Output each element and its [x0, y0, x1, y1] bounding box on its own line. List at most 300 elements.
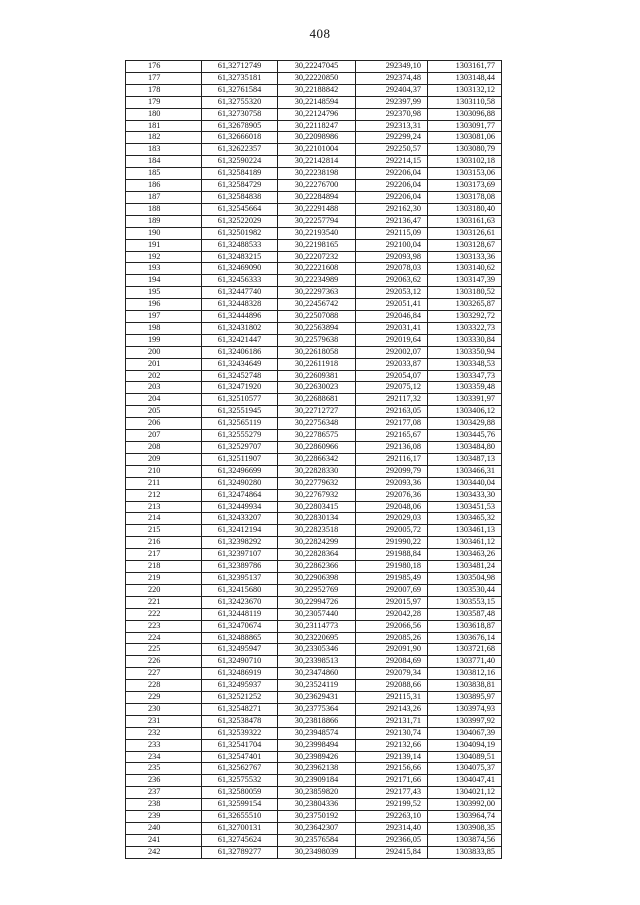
latitude-cell: 61,32447740	[202, 287, 278, 299]
longitude-cell: 30,23818866	[278, 715, 356, 727]
table-row	[126, 572, 502, 584]
longitude-cell: 30,22756348	[278, 418, 356, 430]
longitude-cell: 30,22611918	[278, 358, 356, 370]
longitude-cell: 30,22456742	[278, 299, 356, 311]
y-coordinate-cell: 1303128,67	[428, 239, 502, 251]
table-row	[126, 525, 502, 537]
latitude-cell: 61,32761584	[202, 84, 278, 96]
longitude-cell: 30,22193540	[278, 227, 356, 239]
table-row	[126, 453, 502, 465]
table-row	[126, 596, 502, 608]
y-coordinate-cell: 1303350,94	[428, 346, 502, 358]
y-coordinate-cell: 1303440,04	[428, 477, 502, 489]
latitude-cell: 61,32434649	[202, 358, 278, 370]
longitude-cell: 30,22198165	[278, 239, 356, 251]
point-number-cell: 238	[126, 799, 202, 811]
point-number-cell: 192	[126, 251, 202, 263]
y-coordinate-cell: 1304047,41	[428, 775, 502, 787]
longitude-cell: 30,22142814	[278, 156, 356, 168]
longitude-cell: 30,23775364	[278, 703, 356, 715]
latitude-cell: 61,32398292	[202, 537, 278, 549]
page-number: 408	[309, 26, 331, 41]
table-row	[126, 692, 502, 704]
longitude-cell: 30,22291488	[278, 203, 356, 215]
point-number-cell: 242	[126, 846, 202, 858]
table-row	[126, 465, 502, 477]
x-coordinate-cell: 292015,97	[356, 596, 428, 608]
latitude-cell: 61,32488865	[202, 632, 278, 644]
latitude-cell: 61,32412194	[202, 525, 278, 537]
x-coordinate-cell: 292053,12	[356, 287, 428, 299]
longitude-cell: 30,22630023	[278, 382, 356, 394]
longitude-cell: 30,22824299	[278, 537, 356, 549]
x-coordinate-cell: 292263,10	[356, 811, 428, 823]
table-row	[126, 442, 502, 454]
y-coordinate-cell: 1303721,68	[428, 644, 502, 656]
x-coordinate-cell: 292078,03	[356, 263, 428, 275]
x-coordinate-cell: 292031,41	[356, 322, 428, 334]
longitude-cell: 30,23998494	[278, 739, 356, 751]
longitude-cell: 30,22238198	[278, 168, 356, 180]
y-coordinate-cell: 1303676,14	[428, 632, 502, 644]
latitude-cell: 61,32490280	[202, 477, 278, 489]
longitude-cell: 30,23474860	[278, 668, 356, 680]
longitude-cell: 30,23962138	[278, 763, 356, 775]
longitude-cell: 30,23576584	[278, 834, 356, 846]
x-coordinate-cell: 292206,04	[356, 191, 428, 203]
table-row	[126, 168, 502, 180]
point-number-cell: 227	[126, 668, 202, 680]
longitude-cell: 30,23524119	[278, 680, 356, 692]
x-coordinate-cell: 292029,03	[356, 513, 428, 525]
y-coordinate-cell: 1303153,06	[428, 168, 502, 180]
table-row	[126, 418, 502, 430]
point-number-cell: 198	[126, 322, 202, 334]
latitude-cell: 61,32495937	[202, 680, 278, 692]
x-coordinate-cell: 292084,69	[356, 656, 428, 668]
table-row	[126, 394, 502, 406]
x-coordinate-cell: 292063,62	[356, 275, 428, 287]
table-row	[126, 799, 502, 811]
x-coordinate-cell: 292349,10	[356, 61, 428, 73]
y-coordinate-cell: 1303429,88	[428, 418, 502, 430]
point-number-cell: 236	[126, 775, 202, 787]
x-coordinate-cell: 292132,66	[356, 739, 428, 751]
table-row	[126, 358, 502, 370]
point-number-cell: 235	[126, 763, 202, 775]
longitude-cell: 30,23398513	[278, 656, 356, 668]
longitude-cell: 30,22828364	[278, 549, 356, 561]
y-coordinate-cell: 1303874,56	[428, 834, 502, 846]
longitude-cell: 30,22579638	[278, 334, 356, 346]
x-coordinate-cell: 292314,40	[356, 823, 428, 835]
longitude-cell: 30,22188842	[278, 84, 356, 96]
point-number-cell: 239	[126, 811, 202, 823]
point-number-cell: 230	[126, 703, 202, 715]
x-coordinate-cell: 292214,15	[356, 156, 428, 168]
longitude-cell: 30,22247045	[278, 61, 356, 73]
point-number-cell: 219	[126, 572, 202, 584]
point-number-cell: 207	[126, 430, 202, 442]
x-coordinate-cell: 292076,36	[356, 489, 428, 501]
longitude-cell: 30,22803415	[278, 501, 356, 513]
latitude-cell: 61,32622357	[202, 144, 278, 156]
x-coordinate-cell: 292117,32	[356, 394, 428, 406]
y-coordinate-cell: 1304075,37	[428, 763, 502, 775]
latitude-cell: 61,32488533	[202, 239, 278, 251]
y-coordinate-cell: 1303348,53	[428, 358, 502, 370]
longitude-cell: 30,22828330	[278, 465, 356, 477]
point-number-cell: 205	[126, 406, 202, 418]
table-row	[126, 120, 502, 132]
y-coordinate-cell: 1303974,93	[428, 703, 502, 715]
point-number-cell: 193	[126, 263, 202, 275]
y-coordinate-cell: 1303180,52	[428, 287, 502, 299]
point-number-cell: 178	[126, 84, 202, 96]
longitude-cell: 30,23629431	[278, 692, 356, 704]
x-coordinate-cell: 292085,26	[356, 632, 428, 644]
latitude-cell: 61,32389786	[202, 561, 278, 573]
latitude-cell: 61,32755320	[202, 96, 278, 108]
y-coordinate-cell: 1303587,48	[428, 608, 502, 620]
point-number-cell: 194	[126, 275, 202, 287]
y-coordinate-cell: 1303161,63	[428, 215, 502, 227]
point-number-cell: 241	[126, 834, 202, 846]
y-coordinate-cell: 1303178,08	[428, 191, 502, 203]
table-row	[126, 322, 502, 334]
latitude-cell: 61,32555279	[202, 430, 278, 442]
latitude-cell: 61,32789277	[202, 846, 278, 858]
y-coordinate-cell: 1303133,36	[428, 251, 502, 263]
x-coordinate-cell: 292136,08	[356, 442, 428, 454]
point-number-cell: 237	[126, 787, 202, 799]
table-row	[126, 656, 502, 668]
table-row	[126, 846, 502, 858]
latitude-cell: 61,32452748	[202, 370, 278, 382]
longitude-cell: 30,23498039	[278, 846, 356, 858]
latitude-cell: 61,32483215	[202, 251, 278, 263]
table-row	[126, 644, 502, 656]
latitude-cell: 61,32730758	[202, 108, 278, 120]
latitude-cell: 61,32449934	[202, 501, 278, 513]
y-coordinate-cell: 1303553,15	[428, 596, 502, 608]
point-number-cell: 224	[126, 632, 202, 644]
latitude-cell: 61,32471920	[202, 382, 278, 394]
y-coordinate-cell: 1303081,06	[428, 132, 502, 144]
longitude-cell: 30,22257794	[278, 215, 356, 227]
latitude-cell: 61,32551945	[202, 406, 278, 418]
y-coordinate-cell: 1303463,26	[428, 549, 502, 561]
point-number-cell: 211	[126, 477, 202, 489]
point-number-cell: 199	[126, 334, 202, 346]
table-row	[126, 715, 502, 727]
point-number-cell: 210	[126, 465, 202, 477]
x-coordinate-cell: 292131,71	[356, 715, 428, 727]
x-coordinate-cell: 292019,64	[356, 334, 428, 346]
x-coordinate-cell: 292066,56	[356, 620, 428, 632]
y-coordinate-cell: 1304067,39	[428, 727, 502, 739]
latitude-cell: 61,32448328	[202, 299, 278, 311]
x-coordinate-cell: 292116,17	[356, 453, 428, 465]
table-row	[126, 549, 502, 561]
y-coordinate-cell: 1304089,51	[428, 751, 502, 763]
longitude-cell: 30,22284894	[278, 191, 356, 203]
point-number-cell: 221	[126, 596, 202, 608]
y-coordinate-cell: 1303487,13	[428, 453, 502, 465]
table-row	[126, 346, 502, 358]
latitude-cell: 61,32538478	[202, 715, 278, 727]
latitude-cell: 61,32469090	[202, 263, 278, 275]
table-row	[126, 203, 502, 215]
y-coordinate-cell: 1303838,81	[428, 680, 502, 692]
y-coordinate-cell: 1304094,19	[428, 739, 502, 751]
point-number-cell: 209	[126, 453, 202, 465]
longitude-cell: 30,22609381	[278, 370, 356, 382]
point-number-cell: 212	[126, 489, 202, 501]
y-coordinate-cell: 1303359,48	[428, 382, 502, 394]
point-number-cell: 176	[126, 61, 202, 73]
point-number-cell: 213	[126, 501, 202, 513]
latitude-cell: 61,32545664	[202, 203, 278, 215]
point-number-cell: 231	[126, 715, 202, 727]
longitude-cell: 30,23220695	[278, 632, 356, 644]
y-coordinate-cell: 1303465,32	[428, 513, 502, 525]
latitude-cell: 61,32575532	[202, 775, 278, 787]
x-coordinate-cell: 292171,66	[356, 775, 428, 787]
y-coordinate-cell: 1303091,77	[428, 120, 502, 132]
y-coordinate-cell: 1303833,85	[428, 846, 502, 858]
y-coordinate-cell: 1303102,18	[428, 156, 502, 168]
coordinates-table	[125, 60, 502, 859]
x-coordinate-cell: 292002,07	[356, 346, 428, 358]
longitude-cell: 30,22823518	[278, 525, 356, 537]
y-coordinate-cell: 1303618,87	[428, 620, 502, 632]
latitude-cell: 61,32433207	[202, 513, 278, 525]
point-number-cell: 196	[126, 299, 202, 311]
y-coordinate-cell: 1303964,74	[428, 811, 502, 823]
latitude-cell: 61,32584189	[202, 168, 278, 180]
table-row	[126, 584, 502, 596]
table-row	[126, 739, 502, 751]
longitude-cell: 30,22118247	[278, 120, 356, 132]
longitude-cell: 30,22712727	[278, 406, 356, 418]
longitude-cell: 30,23750192	[278, 811, 356, 823]
table-row	[126, 299, 502, 311]
point-number-cell: 177	[126, 72, 202, 84]
coordinates-table-body	[126, 61, 502, 859]
point-number-cell: 240	[126, 823, 202, 835]
latitude-cell: 61,32562767	[202, 763, 278, 775]
x-coordinate-cell: 292162,30	[356, 203, 428, 215]
table-row	[126, 108, 502, 120]
x-coordinate-cell: 292100,04	[356, 239, 428, 251]
latitude-cell: 61,32712749	[202, 61, 278, 73]
point-number-cell: 201	[126, 358, 202, 370]
longitude-cell: 30,22866342	[278, 453, 356, 465]
table-row	[126, 608, 502, 620]
latitude-cell: 61,32421447	[202, 334, 278, 346]
point-number-cell: 226	[126, 656, 202, 668]
x-coordinate-cell: 292199,52	[356, 799, 428, 811]
latitude-cell: 61,32590224	[202, 156, 278, 168]
table-row	[126, 489, 502, 501]
x-coordinate-cell: 292370,98	[356, 108, 428, 120]
y-coordinate-cell: 1303322,73	[428, 322, 502, 334]
longitude-cell: 30,22862366	[278, 561, 356, 573]
latitude-cell: 61,32431802	[202, 322, 278, 334]
latitude-cell: 61,32541704	[202, 739, 278, 751]
longitude-cell: 30,23989426	[278, 751, 356, 763]
point-number-cell: 197	[126, 311, 202, 323]
longitude-cell: 30,22124796	[278, 108, 356, 120]
y-coordinate-cell: 1303433,30	[428, 489, 502, 501]
latitude-cell: 61,32584729	[202, 180, 278, 192]
x-coordinate-cell: 292042,28	[356, 608, 428, 620]
x-coordinate-cell: 292115,09	[356, 227, 428, 239]
y-coordinate-cell: 1303161,77	[428, 61, 502, 73]
table-row	[126, 263, 502, 275]
table-row	[126, 61, 502, 73]
x-coordinate-cell: 292139,14	[356, 751, 428, 763]
point-number-cell: 202	[126, 370, 202, 382]
x-coordinate-cell: 292156,66	[356, 763, 428, 775]
table-row	[126, 727, 502, 739]
table-row	[126, 239, 502, 251]
x-coordinate-cell: 292250,57	[356, 144, 428, 156]
longitude-cell: 30,22767932	[278, 489, 356, 501]
table-row	[126, 477, 502, 489]
x-coordinate-cell: 292136,47	[356, 215, 428, 227]
x-coordinate-cell: 292177,43	[356, 787, 428, 799]
x-coordinate-cell: 292374,48	[356, 72, 428, 84]
table-row	[126, 620, 502, 632]
point-number-cell: 225	[126, 644, 202, 656]
latitude-cell: 61,32448119	[202, 608, 278, 620]
table-row	[126, 275, 502, 287]
longitude-cell: 30,23909184	[278, 775, 356, 787]
y-coordinate-cell: 1303147,39	[428, 275, 502, 287]
longitude-cell: 30,22952769	[278, 584, 356, 596]
x-coordinate-cell: 292093,98	[356, 251, 428, 263]
point-number-cell: 181	[126, 120, 202, 132]
table-row	[126, 823, 502, 835]
table-row	[126, 84, 502, 96]
y-coordinate-cell: 1303895,97	[428, 692, 502, 704]
latitude-cell: 61,32529707	[202, 442, 278, 454]
table-row	[126, 251, 502, 263]
longitude-cell: 30,23114773	[278, 620, 356, 632]
y-coordinate-cell: 1303180,40	[428, 203, 502, 215]
table-row	[126, 144, 502, 156]
y-coordinate-cell: 1303908,35	[428, 823, 502, 835]
latitude-cell: 61,32565119	[202, 418, 278, 430]
point-number-cell: 185	[126, 168, 202, 180]
point-number-cell: 214	[126, 513, 202, 525]
latitude-cell: 61,32474864	[202, 489, 278, 501]
table-row	[126, 370, 502, 382]
latitude-cell: 61,32745624	[202, 834, 278, 846]
x-coordinate-cell: 292397,99	[356, 96, 428, 108]
table-row	[126, 775, 502, 787]
latitude-cell: 61,32584838	[202, 191, 278, 203]
y-coordinate-cell: 1303992,00	[428, 799, 502, 811]
table-row	[126, 382, 502, 394]
table-row	[126, 72, 502, 84]
x-coordinate-cell: 292143,26	[356, 703, 428, 715]
point-number-cell: 232	[126, 727, 202, 739]
latitude-cell: 61,32470674	[202, 620, 278, 632]
latitude-cell: 61,32496699	[202, 465, 278, 477]
y-coordinate-cell: 1303406,12	[428, 406, 502, 418]
longitude-cell: 30,22860966	[278, 442, 356, 454]
y-coordinate-cell: 1303096,88	[428, 108, 502, 120]
table-row	[126, 96, 502, 108]
x-coordinate-cell: 292033,87	[356, 358, 428, 370]
longitude-cell: 30,22618058	[278, 346, 356, 358]
longitude-cell: 30,22830134	[278, 513, 356, 525]
table-row	[126, 537, 502, 549]
point-number-cell: 191	[126, 239, 202, 251]
x-coordinate-cell: 292079,34	[356, 668, 428, 680]
point-number-cell: 184	[126, 156, 202, 168]
latitude-cell: 61,32511907	[202, 453, 278, 465]
point-number-cell: 216	[126, 537, 202, 549]
point-number-cell: 218	[126, 561, 202, 573]
point-number-cell: 206	[126, 418, 202, 430]
x-coordinate-cell: 292099,79	[356, 465, 428, 477]
longitude-cell: 30,23305346	[278, 644, 356, 656]
x-coordinate-cell: 292075,12	[356, 382, 428, 394]
point-number-cell: 187	[126, 191, 202, 203]
point-number-cell: 229	[126, 692, 202, 704]
latitude-cell: 61,32735181	[202, 72, 278, 84]
longitude-cell: 30,23642307	[278, 823, 356, 835]
x-coordinate-cell: 291990,22	[356, 537, 428, 549]
point-number-cell: 188	[126, 203, 202, 215]
y-coordinate-cell: 1303080,79	[428, 144, 502, 156]
y-coordinate-cell: 1303347,73	[428, 370, 502, 382]
longitude-cell: 30,22688681	[278, 394, 356, 406]
table-row	[126, 668, 502, 680]
longitude-cell: 30,22786575	[278, 430, 356, 442]
longitude-cell: 30,22221608	[278, 263, 356, 275]
latitude-cell: 61,32522029	[202, 215, 278, 227]
latitude-cell: 61,32548271	[202, 703, 278, 715]
y-coordinate-cell: 1303451,53	[428, 501, 502, 513]
point-number-cell: 234	[126, 751, 202, 763]
table-row	[126, 430, 502, 442]
x-coordinate-cell: 292054,07	[356, 370, 428, 382]
x-coordinate-cell: 292404,37	[356, 84, 428, 96]
y-coordinate-cell: 1303148,44	[428, 72, 502, 84]
y-coordinate-cell: 1303140,62	[428, 263, 502, 275]
latitude-cell: 61,32547401	[202, 751, 278, 763]
point-number-cell: 195	[126, 287, 202, 299]
point-number-cell: 222	[126, 608, 202, 620]
x-coordinate-cell: 292299,24	[356, 132, 428, 144]
y-coordinate-cell: 1303173,69	[428, 180, 502, 192]
latitude-cell: 61,32501982	[202, 227, 278, 239]
longitude-cell: 30,22101004	[278, 144, 356, 156]
table-row	[126, 227, 502, 239]
latitude-cell: 61,32395137	[202, 572, 278, 584]
table-row	[126, 156, 502, 168]
point-number-cell: 186	[126, 180, 202, 192]
point-number-cell: 220	[126, 584, 202, 596]
longitude-cell: 30,23859820	[278, 787, 356, 799]
table-row	[126, 703, 502, 715]
longitude-cell: 30,22148594	[278, 96, 356, 108]
